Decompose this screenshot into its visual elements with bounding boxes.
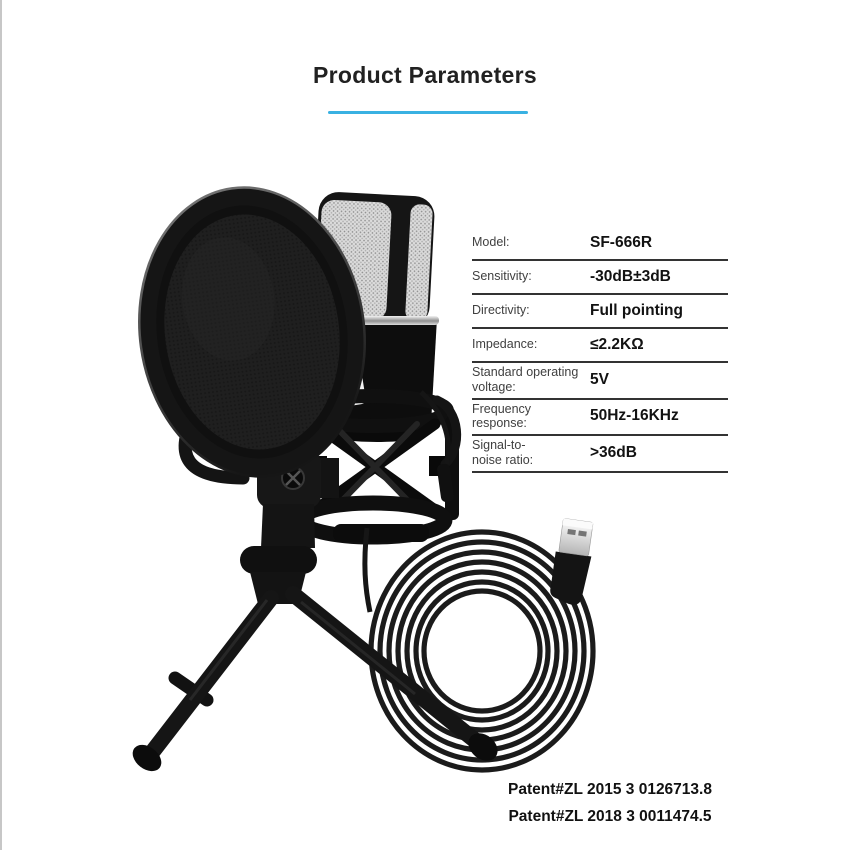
spec-row-voltage — [472, 363, 728, 400]
spec-value: ≤2.2KΩ — [590, 335, 644, 353]
spec-label: Standard operating voltage: — [472, 365, 579, 394]
patent-line-1: Patent#ZL 2015 3 0126713.8 — [508, 781, 712, 798]
spec-label: Frequency response: — [472, 401, 532, 431]
spec-value: 5V — [590, 370, 609, 388]
spec-label: Sensitivity: — [472, 269, 532, 284]
patent-lines — [472, 781, 748, 835]
spec-row-impedance — [472, 329, 728, 363]
usb-connector — [549, 518, 597, 607]
spec-row-snr — [472, 436, 728, 473]
spec-value: >36dB — [590, 443, 637, 461]
spec-value: -30dB±3dB — [590, 267, 671, 285]
page-title: Product Parameters — [313, 62, 537, 88]
title-underline — [328, 111, 528, 114]
spec-label: Directivity: — [472, 303, 530, 318]
tripod-left-leg — [150, 598, 271, 755]
spec-label: Signal-to-noise ratio: — [472, 438, 534, 467]
spec-row-frequency — [472, 400, 728, 437]
spec-row-sensitivity — [472, 261, 728, 295]
spec-row-model — [472, 227, 728, 261]
patent-line-2: Patent#ZL 2018 3 0011474.5 — [508, 808, 712, 825]
spec-label: Model: — [472, 235, 510, 250]
spec-row-directivity — [472, 295, 728, 329]
spec-value: Full pointing — [590, 301, 683, 319]
tripod-right-leg — [293, 594, 503, 766]
spec-value: 50Hz-16KHz — [590, 407, 679, 425]
spec-label: Impedance: — [472, 337, 538, 352]
page-edge-line — [0, 0, 2, 850]
spec-table — [472, 227, 728, 473]
spec-value: SF-666R — [590, 233, 653, 251]
